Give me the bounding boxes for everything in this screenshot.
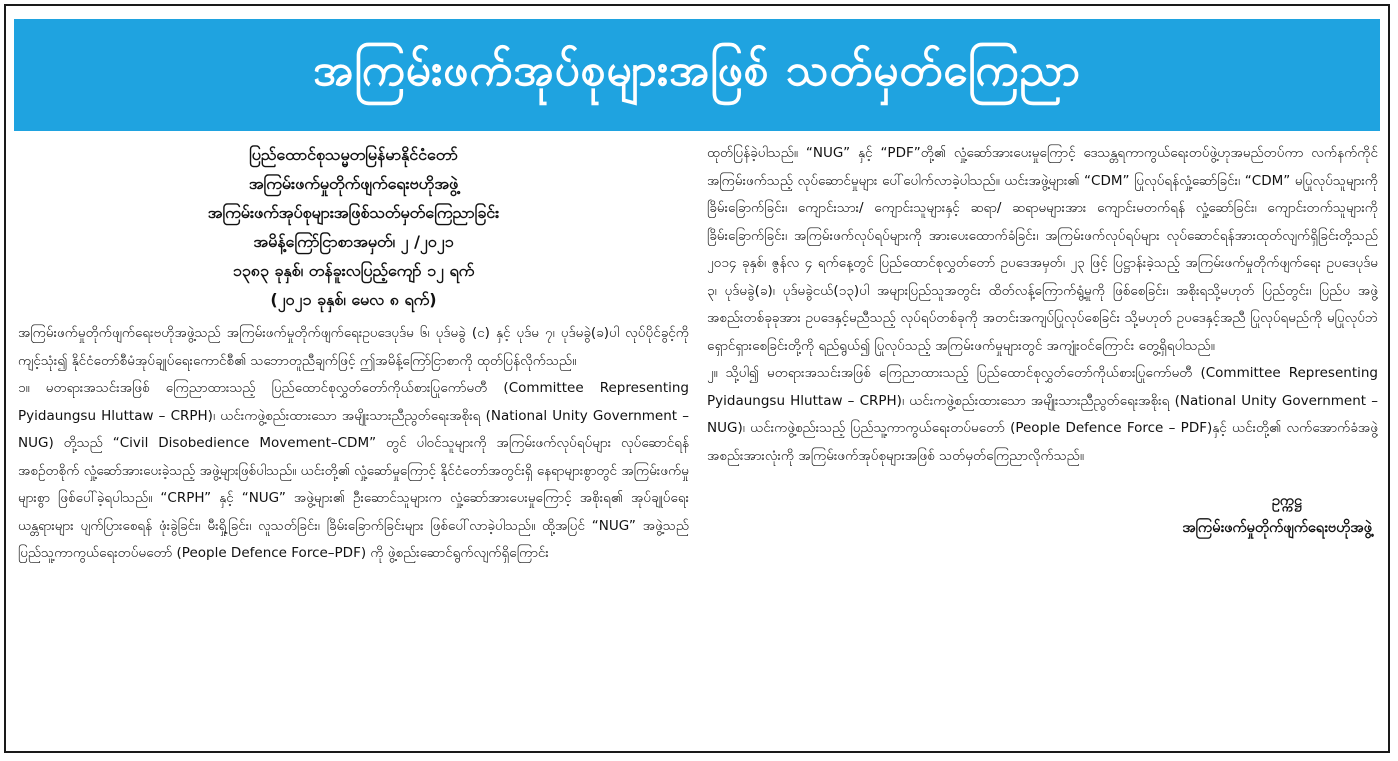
header-myanmar-date: ၁၃၈၃ ခုနှစ်၊ တန်ခူးလပြည့်ကျော် ၁၂ ရက် — [232, 261, 475, 280]
header-gregorian-date: (၂၀၂၁ ခုနှစ်၊ မေလ ၈ ရက်) — [270, 290, 437, 309]
title-banner — [14, 19, 1380, 131]
signature-organization: အကြမ်းဖက်မှုတိုက်ဖျက်ရေးဗဟိုအဖွဲ့ — [1182, 520, 1372, 536]
intro-paragraph: အကြမ်းဖက်မှုတိုက်ဖျက်ရေးဗဟိုအဖွဲ့သည် အကြမ်းဖက်မှုတိုက်ဖျက်ရေးဥပဒေပုဒ်မ ၆၊ ပုဒ်မခွဲ (င) နှင့် ပုဒ်မ ၇၊ ပုဒ်မခွဲ(ခ)ပါ လုပ်ပိုင်ခွင့်ကိုကျင့်သုံး၍ နိုင်ငံတော်စီမံအုပ်ချုပ်ရေးကောင်စီ၏ သဘောတူညီချက်ဖြင့် ဤအမိန့်ကြော်ငြာစာကို ထုတ်ပြန်လိုက်သည်။ — [18, 325, 689, 369]
header-order-number: အမိန့်ကြော်ငြာစာအမှတ်၊ ၂ /၂၀၂၁ — [253, 232, 454, 251]
header-subject: အကြမ်းဖက်အုပ်စုများအဖြစ်သတ်မှတ်ကြေညာခြင်း — [207, 203, 500, 222]
announcement-frame — [4, 4, 1390, 753]
signature-title: ဥက္ကဋ္ဌ — [1271, 493, 1302, 509]
body-columns — [18, 140, 1378, 746]
left-column — [18, 140, 689, 746]
paragraph-1-continued: ထုတ်ပြန်ခဲ့ပါသည်။ “NUG” နှင့် “PDF”တို့၏ လှုံ့ဆော်အားပေးမှုကြောင့် ဒေသန္တရကာကွယ်ရေးတပ်ဖွဲ့ဟုအမည်တပ်ကာ လက်နက်ကိုင်အကြမ်းဖက်သည့် လုပ်ဆောင်မှုများ ပေါ်ပေါက်လာခဲ့ပါသည်။ ယင်းအဖွဲ့များ၏ “CDM” ပြုလုပ်ရန်လှုံ့ဆော်ခြင်း၊ “CDM” မပြုလုပ်သူများကို ခြိမ်းခြောက်ခြင်း၊ ကျောင်းသား/ ကျောင်းသူများနှင့် ဆရာ/ ဆရာမများအား ကျောင်းမတက်ရန် လှုံ့ဆော်ခြင်း၊ ကျောင်းတက်သူများကို ခြိမ်းခြောက်ခြင်း၊ အကြမ်းဖက်လုပ်ရပ်များကို အားပေးထောက်ခံခြင်း၊ အကြမ်းဖက်လုပ်ရပ်များ လုပ်ဆောင်ရန်အားထုတ်လျက်ရှိခြင်းတို့သည် ၂၀၁၄ ခုနှစ်၊ ဇွန်လ ၄ ရက်နေ့တွင် ပြည်ထောင်စုလွှတ်တော် ဥပဒေအမှတ်၊ ၂၃ ဖြင့် ပြဋ္ဌာန်းခဲ့သည့် အကြမ်းဖက်မှုတိုက်ဖျက်ရေး ဥပဒေပုဒ်မ ၃၊ ပုဒ်မခွဲ(ခ)၊ ပုဒ်မခွဲငယ်(၁၃)ပါ အများပြည်သူအတွင်း ထိတ်လန့်ကြောက်ရွံ့မှုကို ဖြစ်စေခြင်း၊ အစိုးရသို့မဟုတ် ပြည်တွင်း၊ ပြည်ပ အဖွဲ့အစည်းတစ်ခုခုအား ဥပဒေနှင့်မညီသည့် လုပ်ရပ်တစ်ခုကို အတင်းအကျပ်ပြုလုပ်စေခြင်း သို့မဟုတ် ဥပဒေနှင့်အညီ ပြုလုပ်ရမည်ကို မပြုလုပ်ဘဲ ရှောင်ရှားစေခြင်းတို့ကို ရည်ရွယ်၍ ပြုလုပ်သည့် အကြမ်းဖက်မှုများတွင် အကျုံးဝင်ကြောင်း တွေ့ရှိရပါသည်။ — [707, 145, 1378, 354]
banner-title: အကြမ်းဖက်အုပ်စုများအဖြစ် သတ်မှတ်ကြေညာ — [312, 45, 1082, 96]
right-column — [707, 140, 1378, 746]
signature-block — [707, 488, 1378, 542]
paragraph-1: ၁။ မတရားအသင်းအဖြစ် ကြေညာထားသည့် ပြည်ထောင်စုလွှတ်တော်ကိုယ်စားပြုကော်မတီ (Committee Representing Pyidaungsu Hluttaw – CRPH)၊ ယင်းကဖွဲ့စည်းထားသော အမျိုးသားညီညွတ်ရေးအစိုးရ (National Unity Government – NUG) တို့သည် “Civil Disobedience Movement–CDM” တွင် ပါဝင်သူများကို အကြမ်းဖက်လုပ်ရပ်များ လုပ်ဆောင်ရန် အစဉ်တစိုက် လှုံ့ဆော်အားပေးခဲ့သည့် အဖွဲ့များဖြစ်ပါသည်။ ယင်းတို့၏ လှုံ့ဆော်မှုကြောင့် နိုင်ငံတော်အတွင်းရှိ နေရာများစွာတွင် အကြမ်းဖက်မှုများစွာ ဖြစ်ပေါ်ခဲ့ရပါသည်။ “CRPH” နှင့် “NUG” အဖွဲ့များ၏ ဦးဆောင်သူများက လှုံ့ဆော်အားပေးမှုကြောင့် အစိုးရ၏ အုပ်ချုပ်ရေးယန္တရားများ ပျက်ပြားစေရန် ဖုံးခွဲခြင်း၊ မီးရှို့ခြင်း၊ လူသတ်ခြင်း၊ ခြိမ်းခြောက်ခြင်းများ ဖြစ်ပေါ်လာခဲ့ပါသည်။ ထို့အပြင် “NUG” အဖွဲ့သည် ပြည်သူ့ကာကွယ်ရေးတပ်မတော် (People Defence Force–PDF) ကို ဖွဲ့စည်းဆောင်ရွက်လျက်ရှိကြောင်း — [18, 380, 689, 561]
header-committee: အကြမ်းဖက်မှုတိုက်ဖျက်ရေးဗဟိုအဖွဲ့ — [248, 174, 459, 193]
order-header — [18, 140, 689, 314]
paragraph-2: ၂။ သို့ပါ၍ မတရားအသင်းအဖြစ် ကြေညာထားသည့် ပြည်ထောင်စုလွှတ်တော်ကိုယ်စားပြုကော်မတီ (Committee Representing Pyidaungsu Hluttaw – CRPH)၊ ယင်းကဖွဲ့စည်းထားသော အမျိုးသားညီညွတ်ရေးအစိုးရ (National Unity Government – NUG)၊ ယင်းကဖွဲ့စည်းသည့် ပြည်သူ့ကာကွယ်ရေးတပ်မတော် (People Defence Force – PDF)နှင့် ယင်းတို့၏ လက်အောက်ခံအဖွဲ့အစည်းအားလုံးကို အကြမ်းဖက်အုပ်စုများအဖြစ် သတ်မှတ်ကြေညာလိုက်သည်။ — [707, 365, 1378, 464]
header-country: ပြည်ထောင်စုသမ္မတမြန်မာနိုင်ငံတော် — [249, 145, 458, 164]
